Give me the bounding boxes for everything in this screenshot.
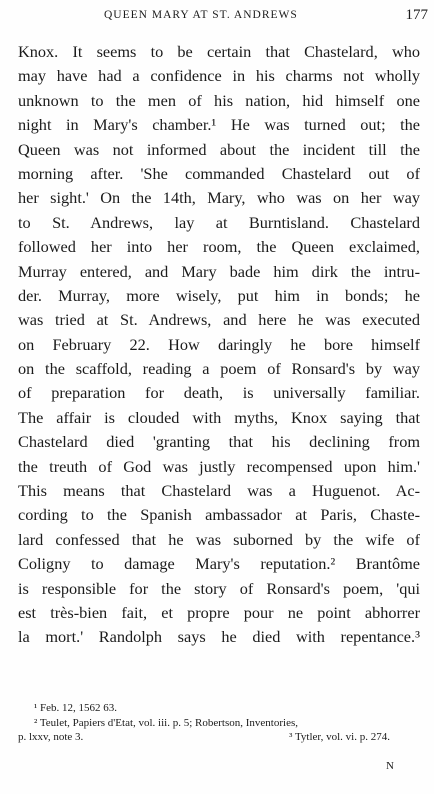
text-line: to St. Andrews, lay at Burntisland. Chastelard [18, 212, 420, 232]
text-line: the treuth of God was justly recompensed upon him.' [18, 456, 420, 476]
footnote-3: ³ Tytler, vol. vi. p. 274. [289, 731, 390, 743]
page-header [18, 9, 428, 25]
running-head: QUEEN MARY AT ST. ANDREWS [104, 9, 298, 21]
body-text [18, 40, 420, 650]
text-line: der. Murray, more wisely, put him in bonds; he [18, 285, 420, 305]
footnote-1: ¹ Feb. 12, 1562 63. [34, 702, 118, 714]
text-line: The affair is clouded with myths, Knox saying that [18, 407, 420, 427]
text-line: Knox. It seems to be certain that Chastelard, who [18, 42, 420, 61]
text-line: la mort.' Randolph says he died with repentance.³ [18, 627, 420, 647]
text-line: morning after. 'She commanded Chastelard out of [18, 163, 420, 183]
footnotes [18, 701, 420, 745]
text-line: may have had a confidence in his charms not wholly [18, 66, 420, 86]
text-line: Murray entered, and Mary bade him dirk the intru- [18, 261, 420, 281]
text-line: Coligny to damage Mary's reputation.² Brantôme [18, 554, 420, 574]
footnote-2: ² Teulet, Papiers d'Etat, vol. iii. p. 5; Robertson, Inventories, [34, 716, 298, 729]
text-line: Queen was not informed about the incident till the [18, 139, 420, 159]
footnote-row [18, 730, 420, 745]
signature-mark: N [386, 760, 394, 772]
text-line: of preparation for death, is universally familiar. [18, 383, 420, 403]
text-line: This means that Chastelard was a Huguenot. Ac- [18, 481, 420, 501]
text-line: Chastelard died 'granting that his declining from [18, 432, 420, 452]
text-line: was tried at St. Andrews, and here he was executed [18, 310, 420, 330]
text-line: on February 22. How daringly he bore himself [18, 334, 420, 354]
text-line: night in Mary's chamber.¹ He was turned out; the [18, 115, 420, 135]
text-line: lard confessed that he was suborned by the wife of [18, 529, 420, 549]
text-line: her sight.' On the 14th, Mary, who was on her way [18, 188, 420, 208]
text-line: cording to the Spanish ambassador at Paris, Chaste- [18, 505, 420, 525]
text-line: followed her into her room, the Queen exclaimed, [18, 237, 420, 257]
page-number: 177 [405, 7, 428, 23]
text-line: est très-bien fait, et propre pour ne point abhorrer [18, 602, 420, 622]
footnote-2-continued: p. lxxv, note 3. [18, 731, 84, 743]
text-line: on the scaffold, reading a poem of Ronsard's by way [18, 359, 420, 379]
text-line: is responsible for the story of Ronsard's poem, 'qui [18, 578, 420, 598]
text-line: unknown to the men of his nation, hid himself one [18, 90, 420, 110]
